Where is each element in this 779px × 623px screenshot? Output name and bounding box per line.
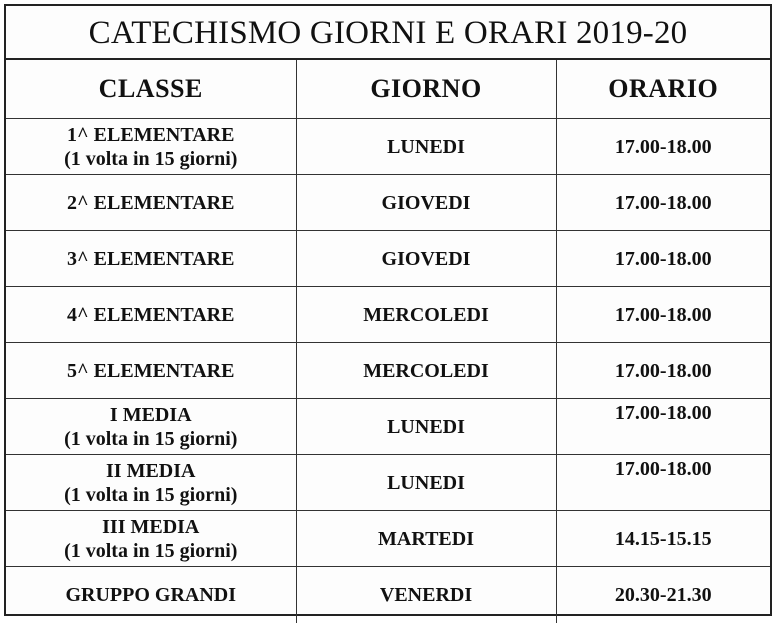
cell-classe (6, 567, 296, 623)
cell-classe (6, 511, 296, 567)
header-giorno: GIORNO (296, 60, 556, 119)
classe-note: (1 volta in 15 giorni) (64, 539, 238, 562)
classe-label: II MEDIA (106, 459, 196, 482)
cell-classe (6, 175, 296, 231)
table-row (6, 567, 770, 623)
table-row (6, 119, 770, 175)
table-row (6, 175, 770, 231)
classe-note: (1 volta in 15 giorni) (64, 147, 238, 170)
cell-giorno: LUNEDI (296, 119, 556, 175)
classe-label: III MEDIA (102, 515, 200, 538)
cell-classe (6, 119, 296, 175)
cell-giorno: MARTEDI (296, 511, 556, 567)
cell-orario: 17.00-18.00 (556, 455, 770, 511)
classe-label: 4^ ELEMENTARE (67, 303, 235, 326)
table-header-row (6, 60, 770, 119)
cell-orario: 17.00-18.00 (556, 231, 770, 287)
page-title: CATECHISMO GIORNI E ORARI 2019-20 (6, 6, 770, 60)
table-row (6, 231, 770, 287)
table-row (6, 511, 770, 567)
cell-orario: 17.00-18.00 (556, 119, 770, 175)
cell-giorno: VENERDI (296, 567, 556, 623)
cell-classe (6, 287, 296, 343)
header-classe: CLASSE (6, 60, 296, 119)
cell-classe (6, 343, 296, 399)
classe-label: 5^ ELEMENTARE (67, 359, 235, 382)
cell-giorno: GIOVEDI (296, 175, 556, 231)
classe-note: (1 volta in 15 giorni) (64, 483, 238, 506)
table-row (6, 343, 770, 399)
cell-giorno: MERCOLEDI (296, 287, 556, 343)
cell-orario: 17.00-18.00 (556, 399, 770, 455)
cell-orario: 14.15-15.15 (556, 511, 770, 567)
cell-orario: 17.00-18.00 (556, 343, 770, 399)
cell-classe (6, 231, 296, 287)
schedule-sheet (4, 4, 772, 616)
schedule-table (6, 60, 770, 623)
table-row (6, 399, 770, 455)
table-row (6, 287, 770, 343)
cell-giorno: MERCOLEDI (296, 343, 556, 399)
header-orario: ORARIO (556, 60, 770, 119)
table-row (6, 455, 770, 511)
cell-classe (6, 399, 296, 455)
cell-orario: 20.30-21.30 (556, 567, 770, 623)
classe-note: (1 volta in 15 giorni) (64, 427, 238, 450)
cell-orario: 17.00-18.00 (556, 175, 770, 231)
cell-giorno: GIOVEDI (296, 231, 556, 287)
cell-classe (6, 455, 296, 511)
classe-label: GRUPPO GRANDI (65, 583, 237, 606)
classe-label: I MEDIA (109, 403, 192, 426)
cell-orario: 17.00-18.00 (556, 287, 770, 343)
classe-label: 3^ ELEMENTARE (67, 247, 235, 270)
classe-label: 1^ ELEMENTARE (67, 123, 235, 146)
classe-label: 2^ ELEMENTARE (67, 191, 235, 214)
cell-giorno: LUNEDI (296, 399, 556, 455)
cell-giorno: LUNEDI (296, 455, 556, 511)
